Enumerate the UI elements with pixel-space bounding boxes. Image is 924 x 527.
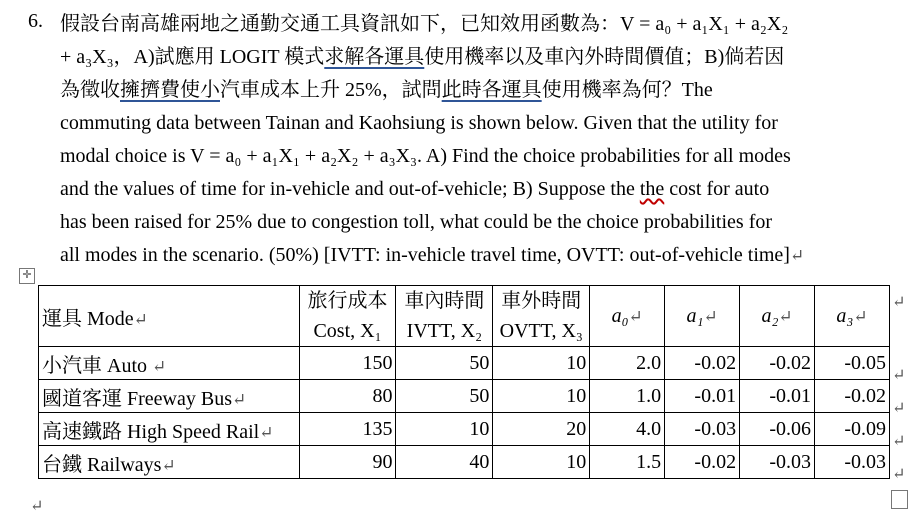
cell-ovtt: 10 <box>493 347 590 380</box>
cell-cost: 90 <box>299 446 396 479</box>
cell-cost: 150 <box>299 347 396 380</box>
cell-mode <box>39 446 300 479</box>
cell-a3: -0.02 <box>815 380 890 413</box>
cell-ovtt: 10 <box>493 446 590 479</box>
header-cost-zh: 旅行成本 <box>307 290 388 312</box>
zh-line-3-c: 使用機率為何？The <box>541 79 713 101</box>
cell-ivtt: 50 <box>396 347 493 380</box>
header-a0-text: a₀ <box>611 304 629 327</box>
cell-ivtt: 50 <box>396 380 493 413</box>
header-ovtt <box>493 286 590 347</box>
cell-a1: -0.03 <box>665 413 740 446</box>
cell-ivtt: 10 <box>396 413 493 446</box>
table-row <box>39 380 890 413</box>
header-mode-text: 運具 Mode <box>42 307 134 330</box>
question-number: 6. <box>28 10 43 32</box>
en-line-3-post: cost for auto <box>669 178 770 200</box>
paragraph-mark: ↵ <box>152 356 167 376</box>
cell-a0: 4.0 <box>590 413 665 446</box>
table-header-row <box>39 286 890 347</box>
cell-a2: -0.02 <box>740 347 815 380</box>
cell-mode-text: 小汽車 Auto <box>42 354 147 377</box>
header-ivtt-zh: 車內時間 <box>404 290 485 312</box>
en-line-2 <box>60 140 906 173</box>
en-line-3-text: and the values of time for in-vehicle and out-of-vehicle; B) Suppose the <box>60 178 635 200</box>
cell-a3: -0.09 <box>815 413 890 446</box>
cell-a1: -0.01 <box>665 380 740 413</box>
header-ivtt-en: IVTT, X₂ <box>406 320 483 342</box>
paragraph-mark: ↵ <box>30 498 44 515</box>
cell-mode-text: 台鐵 Railways <box>42 453 162 476</box>
cell-a2: -0.06 <box>740 413 815 446</box>
row-end-mark: ↵ <box>892 294 906 311</box>
cell-ovtt: 10 <box>493 380 590 413</box>
header-a3 <box>815 286 890 347</box>
cell-ivtt: 40 <box>396 446 493 479</box>
zh-line-3-b: 汽車成本上升 25%，試問 <box>220 79 442 101</box>
zh-line-2-underlined: 求解各運具 <box>324 46 425 68</box>
zh-line-2-pre: + a₃X₃，A)試應用 LOGIT 模式 <box>60 46 325 68</box>
header-a1-text: a₁ <box>686 304 704 327</box>
paragraph-mark: ↵ <box>789 246 805 265</box>
table-move-handle-icon[interactable]: ✛ <box>19 268 35 284</box>
zh-line-3-underlined-1: 擁擠費使小 <box>120 79 220 101</box>
header-cost <box>299 286 396 347</box>
spell-check-word: the <box>639 178 665 200</box>
zh-line-3 <box>60 74 906 107</box>
cell-mode <box>39 347 300 380</box>
zh-line-2-post: 使用機率以及車內外時間價值；B)倘若因 <box>424 46 785 68</box>
table-row <box>39 347 890 380</box>
cell-a2: -0.03 <box>740 446 815 479</box>
cell-ovtt: 20 <box>493 413 590 446</box>
cell-a3: -0.05 <box>815 347 890 380</box>
en-line-4 <box>60 206 906 239</box>
paragraph-mark: ↵ <box>231 389 247 409</box>
cell-cost: 80 <box>299 380 396 413</box>
zh-line-3-underlined-2: 此時各運具 <box>441 79 542 101</box>
paragraph-mark: ↵ <box>778 306 793 326</box>
header-mode <box>39 286 300 347</box>
paragraph-mark: ↵ <box>703 306 718 326</box>
paragraph-mark: ↵ <box>628 306 643 326</box>
cell-a3: -0.03 <box>815 446 890 479</box>
header-a2 <box>740 286 815 347</box>
en-line-4-text: has been raised for 25% due to congestion toll, what could be the choice probabilities for <box>60 211 773 233</box>
en-line-1-text: commuting data between Tainan and Kaohsiung is shown below. Given that the utility for <box>60 112 778 134</box>
cell-a2: -0.01 <box>740 380 815 413</box>
mode-data-table <box>38 285 890 479</box>
cell-a1: -0.02 <box>665 446 740 479</box>
table-resize-handle-icon[interactable] <box>891 490 908 509</box>
row-end-mark: ↵ <box>892 400 906 417</box>
table-row <box>39 446 890 479</box>
header-ivtt <box>396 286 493 347</box>
cell-mode-text: 高速鐵路 High Speed Rail <box>42 420 260 443</box>
cell-a1: -0.02 <box>665 347 740 380</box>
row-end-mark: ↵ <box>892 367 906 384</box>
table-row <box>39 413 890 446</box>
cell-mode <box>39 413 300 446</box>
cell-a0: 1.0 <box>590 380 665 413</box>
en-line-2-text: modal choice is V = a₀ + a₁X₁ + a₂X₂ + a₃X₃. A) Find the choice probabilities for all modes <box>60 145 791 167</box>
header-a0 <box>590 286 665 347</box>
zh-line-1 <box>60 8 906 41</box>
header-a3-text: a₃ <box>836 304 854 327</box>
zh-line-1-text: 假設台南高雄兩地之通勤交通工具資訊如下，已知效用函數為：V = a₀ + a₁X₁ + a₂X₂ <box>60 13 789 35</box>
question-text <box>60 8 906 272</box>
paragraph-mark: ↵ <box>853 306 868 326</box>
header-ovtt-zh: 車外時間 <box>501 290 582 312</box>
header-a1 <box>665 286 740 347</box>
zh-line-2 <box>60 41 906 74</box>
en-line-5-text: all modes in the scenario. (50%) [IVTT: in-vehicle travel time, OVTT: out-of-vehicle time] <box>60 244 790 266</box>
cell-a0: 2.0 <box>590 347 665 380</box>
row-end-mark: ↵ <box>892 466 906 483</box>
en-line-5 <box>60 239 906 272</box>
en-line-3 <box>60 173 906 206</box>
paragraph-mark: ↵ <box>161 455 176 475</box>
cell-a0: 1.5 <box>590 446 665 479</box>
zh-line-3-a: 為徵收 <box>60 79 120 101</box>
en-line-1 <box>60 107 906 140</box>
cell-cost: 135 <box>299 413 396 446</box>
header-a2-text: a₂ <box>761 304 779 327</box>
row-end-mark: ↵ <box>892 433 906 450</box>
header-ovtt-en: OVTT, X₃ <box>499 320 583 342</box>
cell-mode-text: 國道客運 Freeway Bus <box>42 387 232 410</box>
cell-mode <box>39 380 300 413</box>
paragraph-mark: ↵ <box>133 309 148 329</box>
header-cost-en: Cost, X₁ <box>313 320 382 342</box>
paragraph-mark: ↵ <box>259 422 274 442</box>
